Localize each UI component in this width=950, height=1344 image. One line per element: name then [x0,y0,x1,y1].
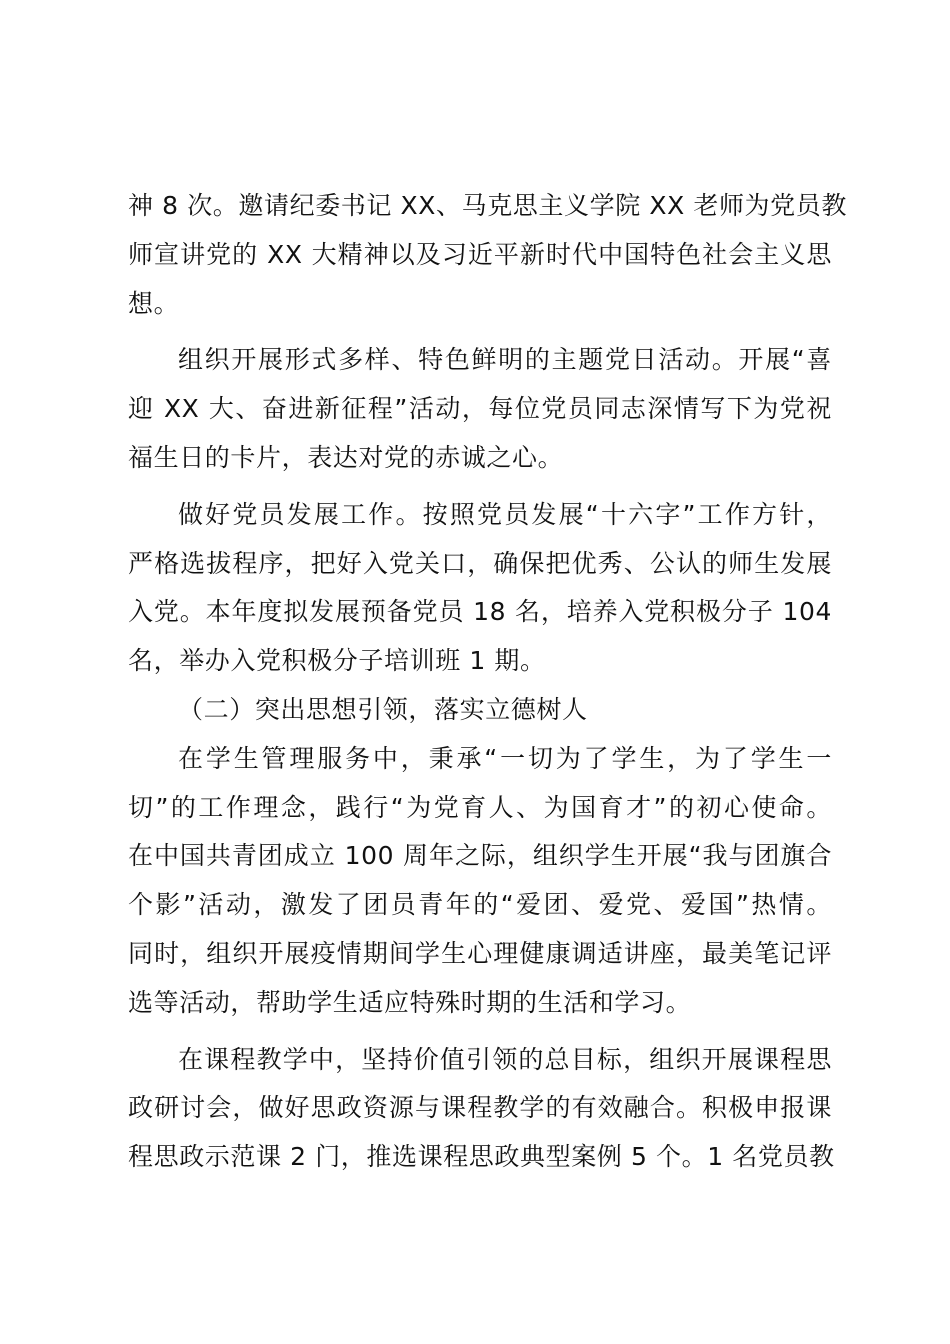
text-line: 切”的工作理念，践行“为党育人、为国育才”的初心使命。 [128,792,832,822]
text-line: 迎 XX 大、奋进新征程”活动，每位党员同志深情写下为党祝 [128,394,832,424]
document-body [128,182,847,1182]
text-line: 在中国共青团成立 100 周年之际，组织学生开展“我与团旗合 [128,841,832,871]
text-line: 选等活动，帮助学生适应特殊时期的生活和学习。 [128,987,692,1017]
text-line: 入党。本年度拟发展预备党员 18 名，培养入党积极分子 104 [128,597,832,627]
text-line: 想。 [128,288,180,318]
text-line: 同时，组织开展疫情期间学生心理健康调适讲座，最美笔记评 [128,938,832,968]
text-line: 个影”活动，激发了团员青年的“爱团、爱党、爱国”热情。 [128,890,832,920]
text-line: 名，举办入党积极分子培训班 1 期。 [128,646,546,676]
paragraph-first-line: 组织开展形式多样、特色鲜明的主题党日活动。开展“喜 [178,345,832,375]
text-line: 严格选拔程序，把好入党关口，确保把优秀、公认的师生发展 [128,548,832,578]
paragraph-first-line: 做好党员发展工作。按照党员发展“十六字”工作方针， [178,499,832,529]
text-line: 师宣讲党的 XX 大精神以及习近平新时代中国特色社会主义思 [128,239,832,269]
section-heading: （二）突出思想引领，落实立德树人 [178,694,588,724]
text-line: 政研讨会，做好思政资源与课程教学的有效融合。积极申报课 [128,1093,832,1123]
text-line: 福生日的卡片，表达对党的赤诚之心。 [128,442,564,472]
text-line: 神 8 次。邀请纪委书记 XX、马克思主义学院 XX 老师为党员教 [128,191,847,220]
text-line: 程思政示范课 2 门，推选课程思政典型案例 5 个。1 名党员教 [128,1142,835,1172]
paragraph-first-line: 在学生管理服务中，秉承“一切为了学生，为了学生一 [178,743,832,773]
paragraph-first-line: 在课程教学中，坚持价值引领的总目标，组织开展课程思 [178,1044,832,1074]
